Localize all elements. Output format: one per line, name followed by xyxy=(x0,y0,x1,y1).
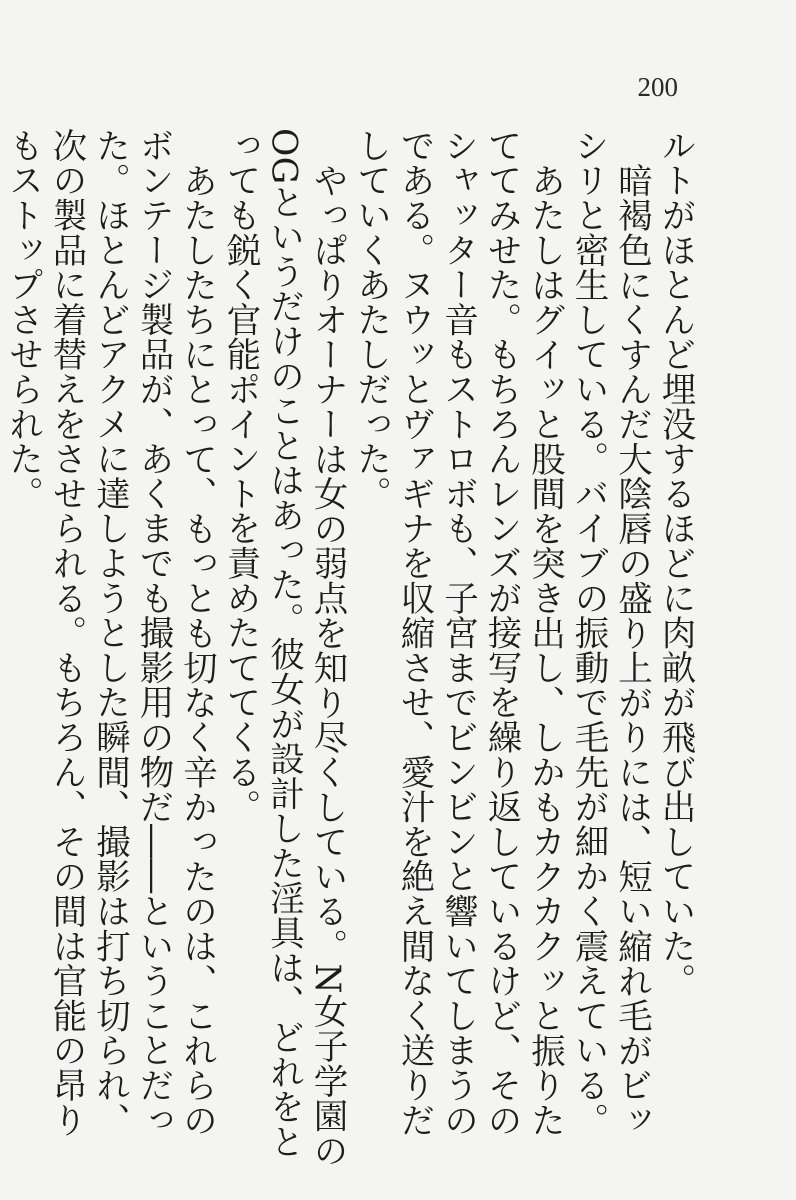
paragraph: やっぱりオーナーは女の弱点を知り尽くしている。N女子学園のOGというだけのことはあった。彼女が設計した淫具は、どれをとっても鋭く官能ポイントを責めたててくる。 xyxy=(220,128,347,1168)
body-text xyxy=(2,128,696,1168)
paragraph: 暗褐色にくすんだ大陰唇の盛り上がりには、短い縮れ毛がビッシリと密生している。バイブの振動で毛先が細かく震えている。 xyxy=(568,128,652,1138)
paragraph: あたしたちにとって、もっとも切なく辛かったのは、これらのボンテージ製品が、あくまでも撮影用の物だ――ということだった。ほとんどアクメに達しようとした瞬間、撮影は打ち切られ、次の製品に着替えをさせられる。もちろん、その間は官能の昂りもストップさせられた。 xyxy=(2,128,217,1138)
paragraph: ルトがほとんど埋没するほどに肉畝が飛び出していた。 xyxy=(655,128,695,998)
page-number: 200 xyxy=(637,72,678,102)
paragraph: あたしはグイッと股間を突き出し、しかもカクカクッと振りたててみせた。もちろんレンズが接写を繰り返しているけど、そのシャッター音もストロボも、子宮までビンビンと響いてしまうのである。ヌウッとヴァギナを収縮させ、愛汁を絶え間なく送りだしていくあたしだった。 xyxy=(350,128,565,1138)
